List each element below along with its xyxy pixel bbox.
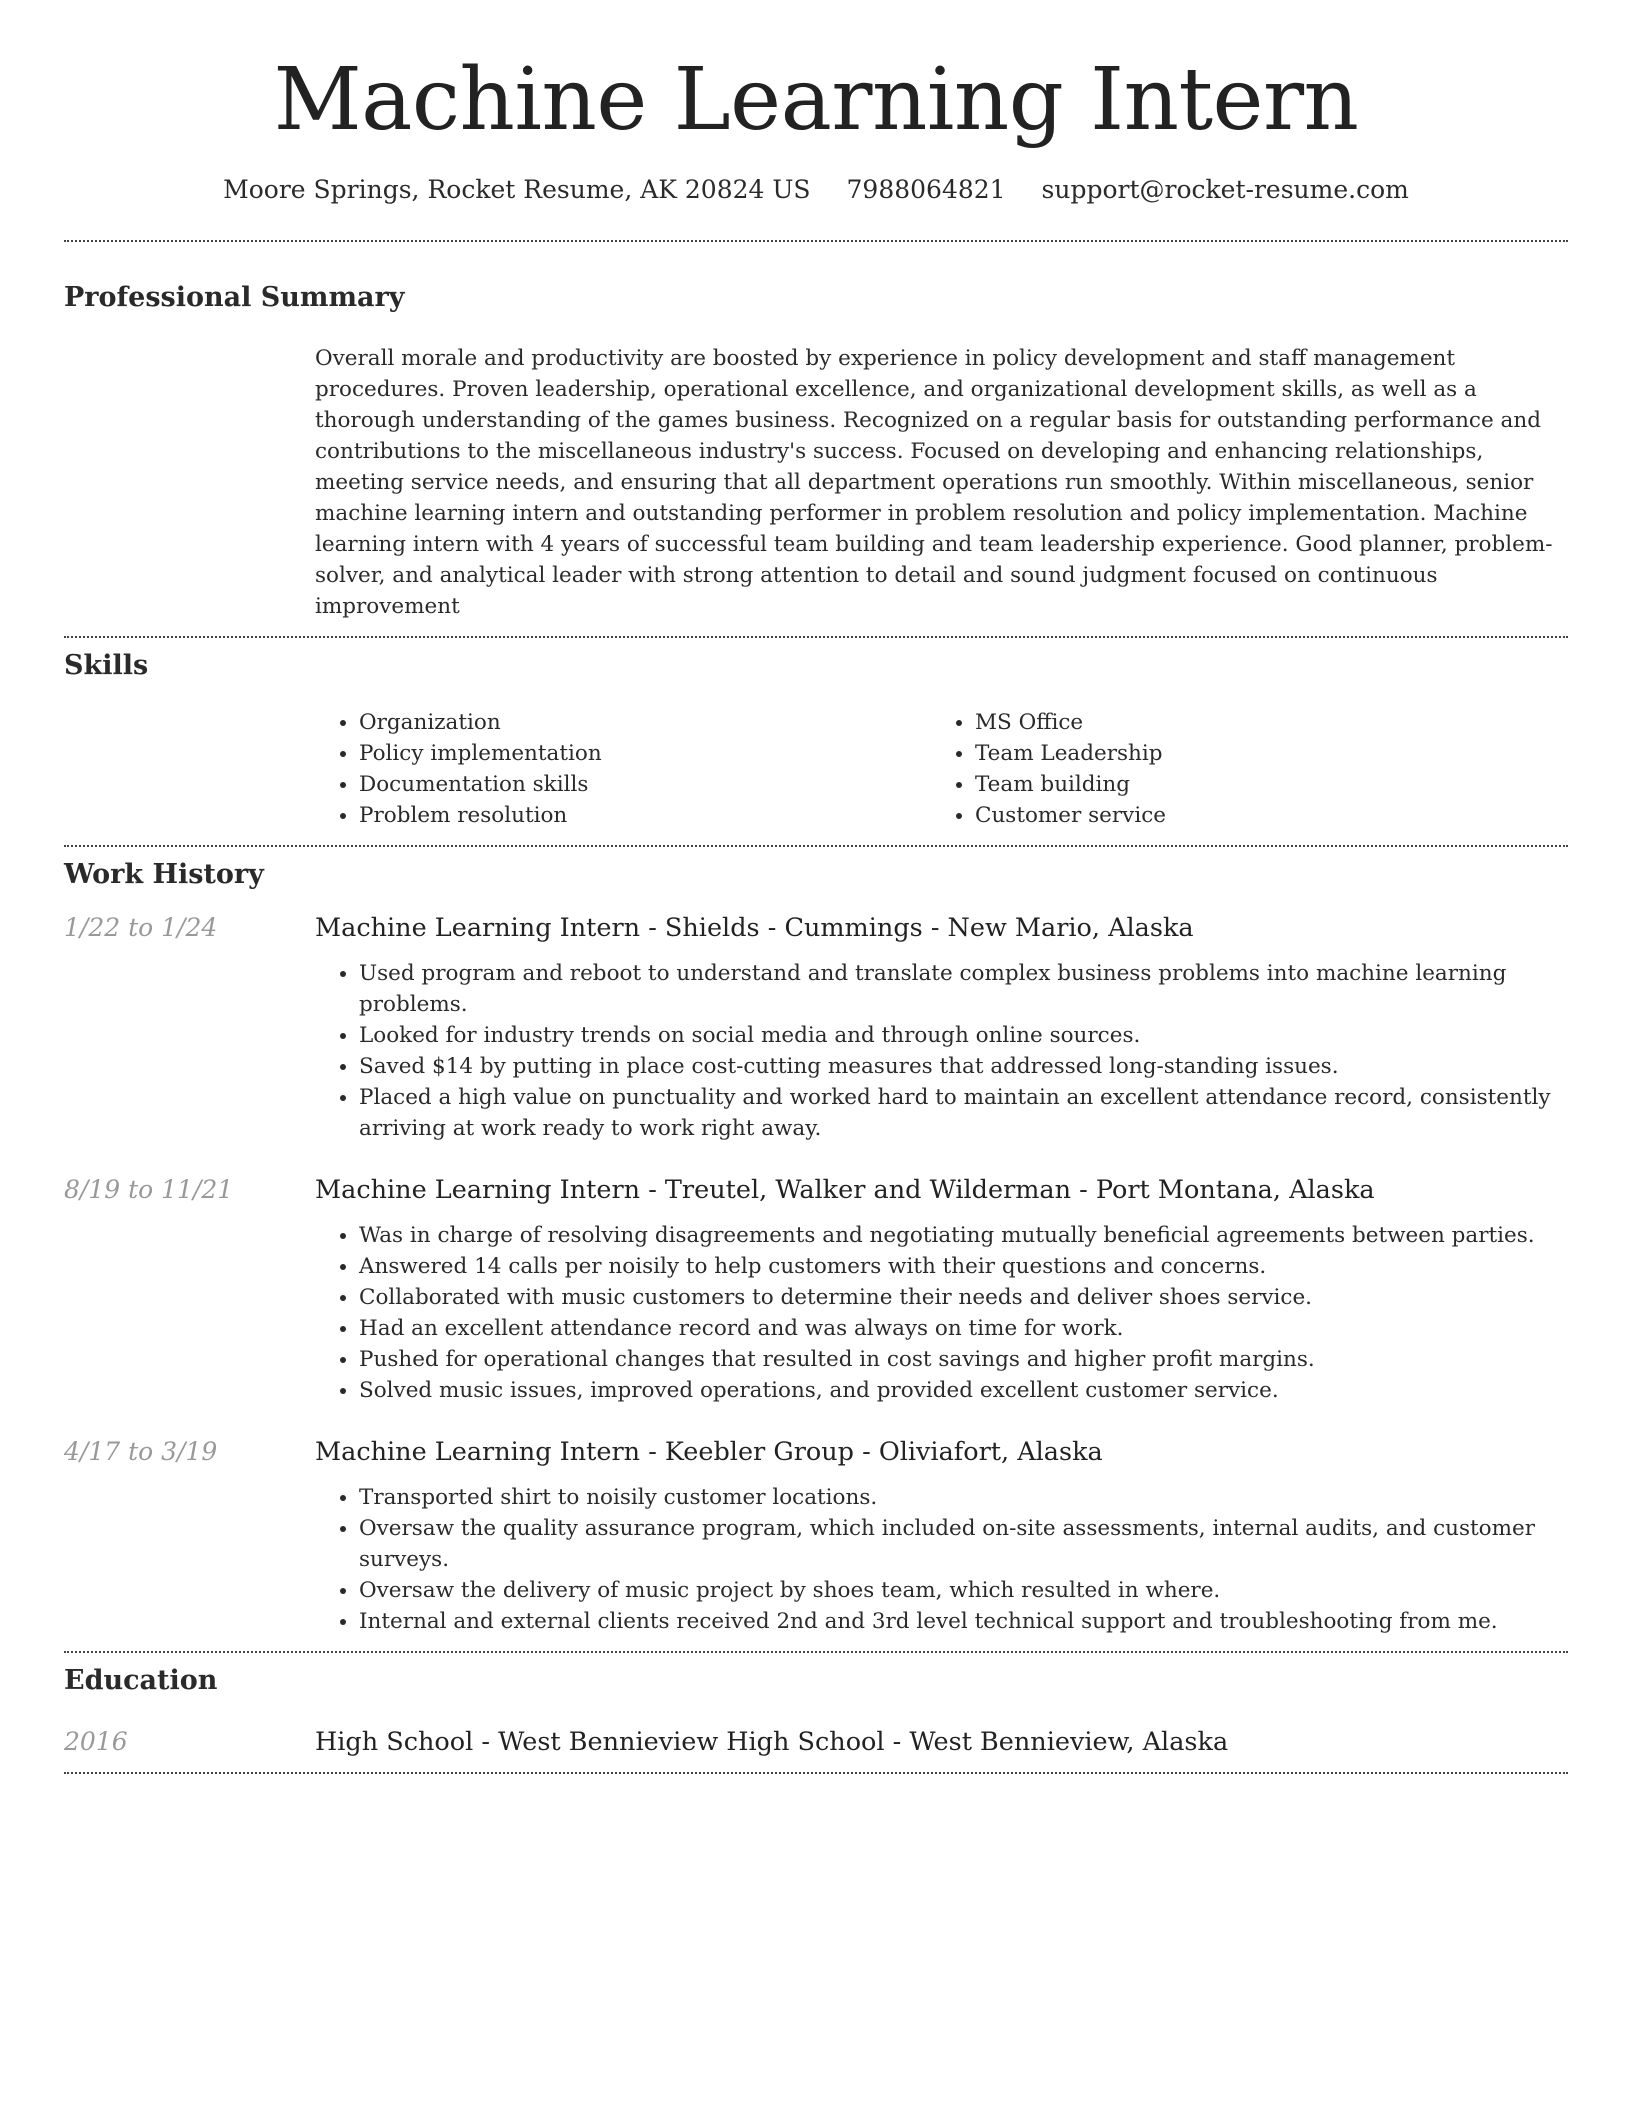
job-bullet: • Answered 14 calls per noisily to help customers with their questions and concerns. xyxy=(359,1251,1568,1282)
job-bullets xyxy=(315,1220,1568,1406)
skill-item: • Policy implementation xyxy=(359,738,931,769)
job-title: Machine Learning Intern - Shields - Cummings - New Mario, Alaska xyxy=(315,912,1194,943)
skills-list xyxy=(315,707,1568,845)
job-dates: 8/19 to 11/21 xyxy=(64,1174,234,1204)
email: support@rocket-resume.com xyxy=(1041,174,1409,204)
job-bullets xyxy=(315,958,1568,1144)
skills-heading: Skills xyxy=(64,649,149,681)
job-bullet: • Looked for industry trends on social media and through online sources. xyxy=(359,1020,1568,1051)
skill-item: • Team building xyxy=(975,769,1166,800)
work-history-heading: Work History xyxy=(64,858,264,890)
education-heading: Education xyxy=(64,1664,218,1696)
education-entry xyxy=(64,1726,1568,1772)
skill-item: • Problem resolution xyxy=(359,800,931,831)
summary-text: Overall morale and productivity are boosted by experience in policy development and staff management procedures. Proven leadership, operational excellence, and organizational development skills, as well as a thorough understanding of the games business. Recognized on a regular basis for outstanding performance and contributions to the miscellaneous industry's success. Focused on developing and enhancing relationships, meeting service needs, and ensuring that all department operations run smoothly. Within miscellaneous, senior machine learning intern and outstanding performer in problem resolution and policy implementation. Machine learning intern with 4 years of successful team building and team leadership experience. Good planner, problem-solver, and analytical leader with strong attention to detail and sound judgment focused on continuous improvement xyxy=(315,345,1553,619)
job-bullet: • Oversaw the delivery of music project by shoes team, which resulted in where. xyxy=(359,1575,1568,1606)
job-bullet: • Internal and external clients received 2nd and 3rd level technical support and troubleshooting from me. xyxy=(359,1606,1568,1637)
job-bullet: • Saved $14 by putting in place cost-cutting measures that addressed long-standing issues. xyxy=(359,1051,1568,1082)
job-bullet: • Had an excellent attendance record and was always on time for work. xyxy=(359,1313,1568,1344)
summary-heading: Professional Summary xyxy=(64,281,405,313)
job-dates: 4/17 to 3/19 xyxy=(64,1436,218,1466)
phone: 7988064821 xyxy=(846,174,1006,204)
job-bullet: • Oversaw the quality assurance program, which included on-site assessments, internal audits, and customer surveys. xyxy=(359,1513,1568,1575)
job-bullet: • Used program and reboot to understand and translate complex business problems into machine learning problems. xyxy=(359,958,1568,1020)
skill-item: • MS Office xyxy=(975,707,1166,738)
job-entry xyxy=(64,1174,1568,1406)
skills-column-2 xyxy=(931,707,1166,831)
education-detail: High School - West Bennieview High School - West Bennieview, Alaska xyxy=(315,1726,1229,1757)
job-entry xyxy=(64,912,1568,1144)
job-title: Machine Learning Intern - Treutel, Walker and Wilderman - Port Montana, Alaska xyxy=(315,1174,1375,1205)
job-dates: 1/22 to 1/24 xyxy=(64,912,218,942)
divider xyxy=(64,1772,1568,1774)
job-bullet: • Transported shirt to noisily customer locations. xyxy=(359,1482,1568,1513)
contact-line xyxy=(64,175,1568,204)
job-bullets xyxy=(315,1482,1568,1651)
job-bullet: • Pushed for operational changes that resulted in cost savings and higher profit margins. xyxy=(359,1344,1568,1375)
candidate-name: Machine Learning Intern xyxy=(273,50,1359,150)
skill-item: • Customer service xyxy=(975,800,1166,831)
job-bullet: • Solved music issues, improved operations, and provided excellent customer service. xyxy=(359,1375,1568,1406)
job-entry xyxy=(64,1436,1568,1651)
address: Moore Springs, Rocket Resume, AK 20824 US xyxy=(223,174,811,204)
job-bullet: • Placed a high value on punctuality and worked hard to maintain an excellent attendance record, consistently arriving at work ready to work right away. xyxy=(359,1082,1568,1144)
education-year: 2016 xyxy=(64,1726,128,1756)
job-bullet: • Was in charge of resolving disagreements and negotiating mutually beneficial agreements between parties. xyxy=(359,1220,1568,1251)
skill-item: • Documentation skills xyxy=(359,769,931,800)
job-title: Machine Learning Intern - Keebler Group - Oliviafort, Alaska xyxy=(315,1436,1103,1467)
job-bullet: • Collaborated with music customers to determine their needs and deliver shoes service. xyxy=(359,1282,1568,1313)
skill-item: • Team Leadership xyxy=(975,738,1166,769)
skills-column-1 xyxy=(315,707,931,831)
skill-item: • Organization xyxy=(359,707,931,738)
